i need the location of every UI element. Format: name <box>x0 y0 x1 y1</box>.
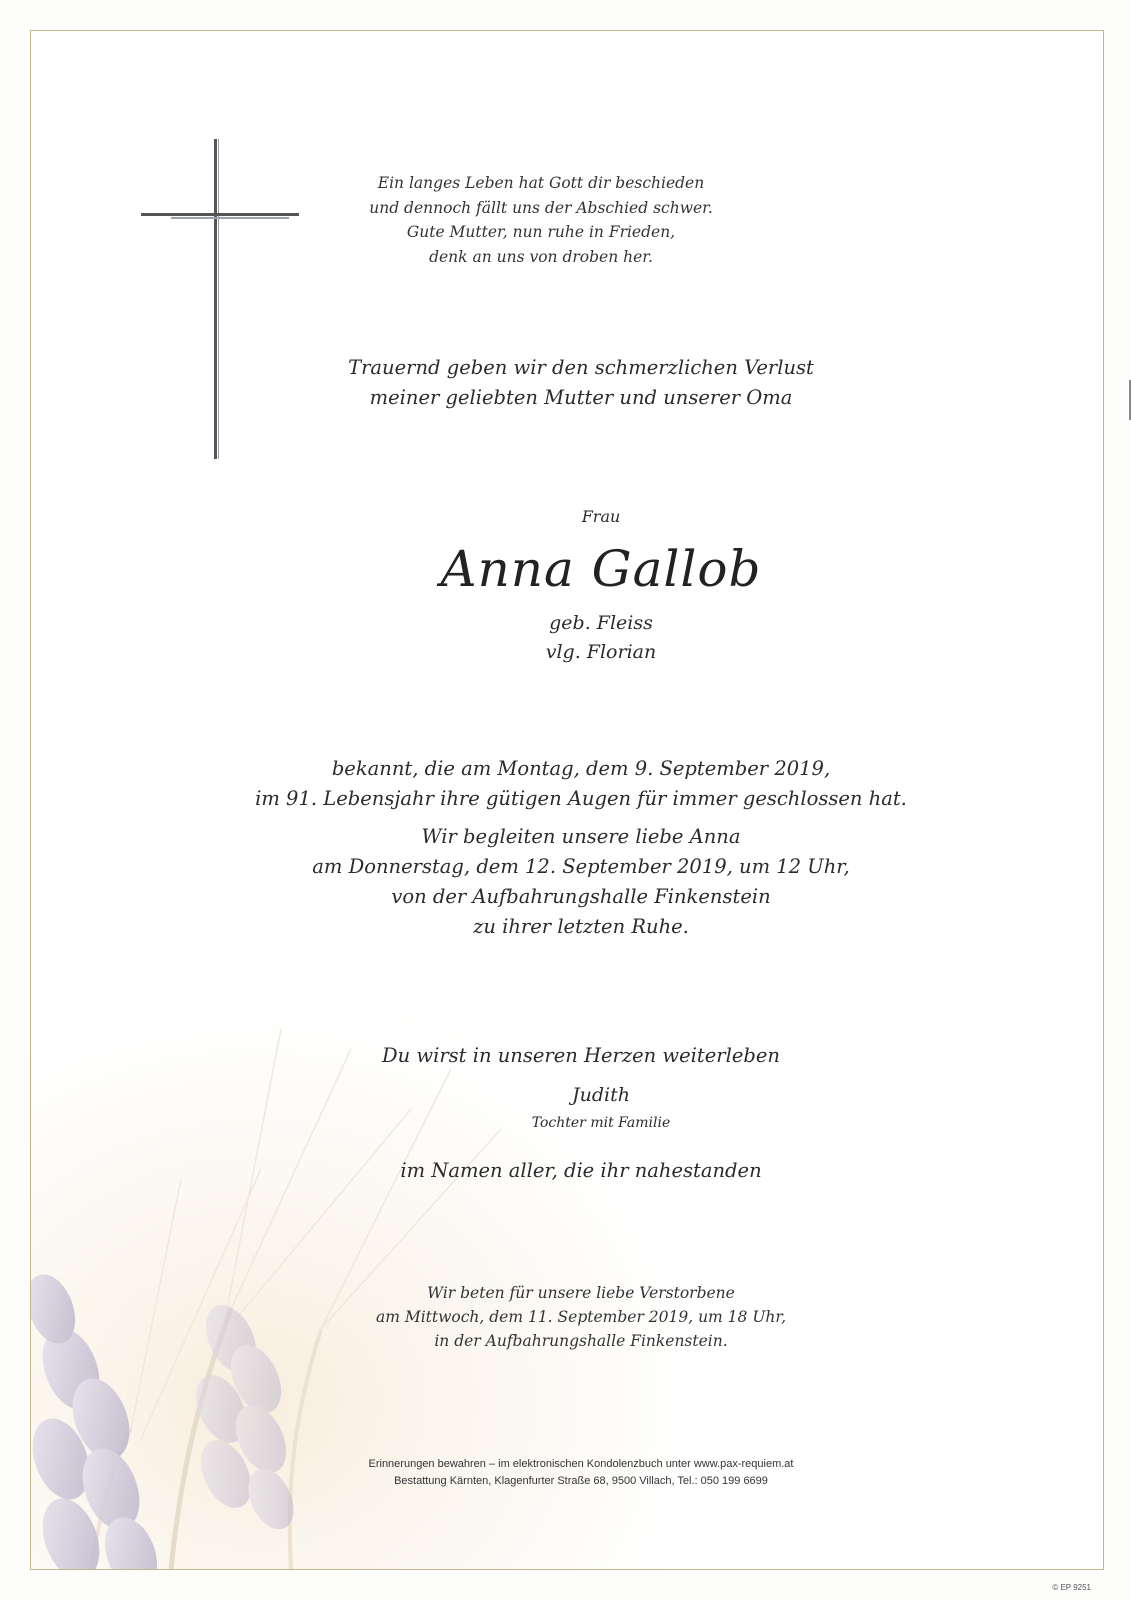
announcement-intro <box>211 353 951 413</box>
page-border-frame <box>30 30 1104 1570</box>
funeral-line: zu ihrer letzten Ruhe. <box>473 915 689 938</box>
funeral-line: von der Aufbahrungshalle Finkenstein <box>391 885 771 908</box>
poem-line: und dennoch fällt uns der Abschied schwer. <box>369 198 713 217</box>
poem <box>341 171 741 269</box>
poem-line: denk an uns von droben her. <box>429 247 653 266</box>
funeral-paragraph <box>161 822 1001 942</box>
funeral-line: am Donnerstag, dem 12. September 2019, um 12 Uhr, <box>312 855 850 878</box>
intro-line: Trauernd geben wir den schmerzlichen Verlust <box>348 356 814 379</box>
closing-line: im Namen aller, die ihr nahestanden <box>400 1159 762 1182</box>
death-line: bekannt, die am Montag, dem 9. September 2019, <box>331 757 831 780</box>
template-code: © EP 9251 <box>1052 1583 1091 1592</box>
prayer-line: am Mittwoch, dem 11. September 2019, um 18 Uhr, <box>375 1308 787 1326</box>
maiden-name: geb. Fleiss <box>549 612 653 634</box>
funeral-line: Wir begleiten unsere liebe Anna <box>421 825 741 848</box>
poem-line: Ein langes Leben hat Gott dir beschieden <box>377 174 705 192</box>
footer-condolence-line: Erinnerungen bewahren – im elektronischen Kondolenzbuch unter www.pax-requiem.at <box>368 1458 794 1470</box>
poem-line: Gute Mutter, nun ruhe in Frieden, <box>406 223 676 241</box>
death-line: im 91. Lebensjahr ihre gütigen Augen für immer geschlossen hat. <box>255 787 907 810</box>
mourner-role: Tochter mit Familie <box>531 1115 671 1131</box>
prayer-notice <box>281 1281 881 1353</box>
house-name: vlg. Florian <box>545 641 657 663</box>
prayer-line: Wir beten für unsere liebe Verstorbene <box>427 1284 735 1302</box>
maiden-name-block <box>451 609 751 667</box>
footer-address-line: Bestattung Kärnten, Klagenfurter Straße 68, 9500 Villach, Tel.: 050 199 6699 <box>394 1475 768 1487</box>
death-paragraph <box>161 754 1001 814</box>
mourner-name: Judith <box>572 1084 630 1106</box>
salutation: Frau <box>581 507 621 526</box>
deceased-name: Anna Gallob <box>440 540 762 598</box>
remembrance-line: Du wirst in unseren Herzen weiterleben <box>382 1044 780 1067</box>
footer-contact <box>231 1456 931 1490</box>
prayer-line: in der Aufbahrungshalle Finkenstein. <box>434 1332 728 1350</box>
intro-line: meiner geliebten Mutter und unserer Oma <box>369 386 793 409</box>
death-and-funeral-details <box>161 754 1001 942</box>
